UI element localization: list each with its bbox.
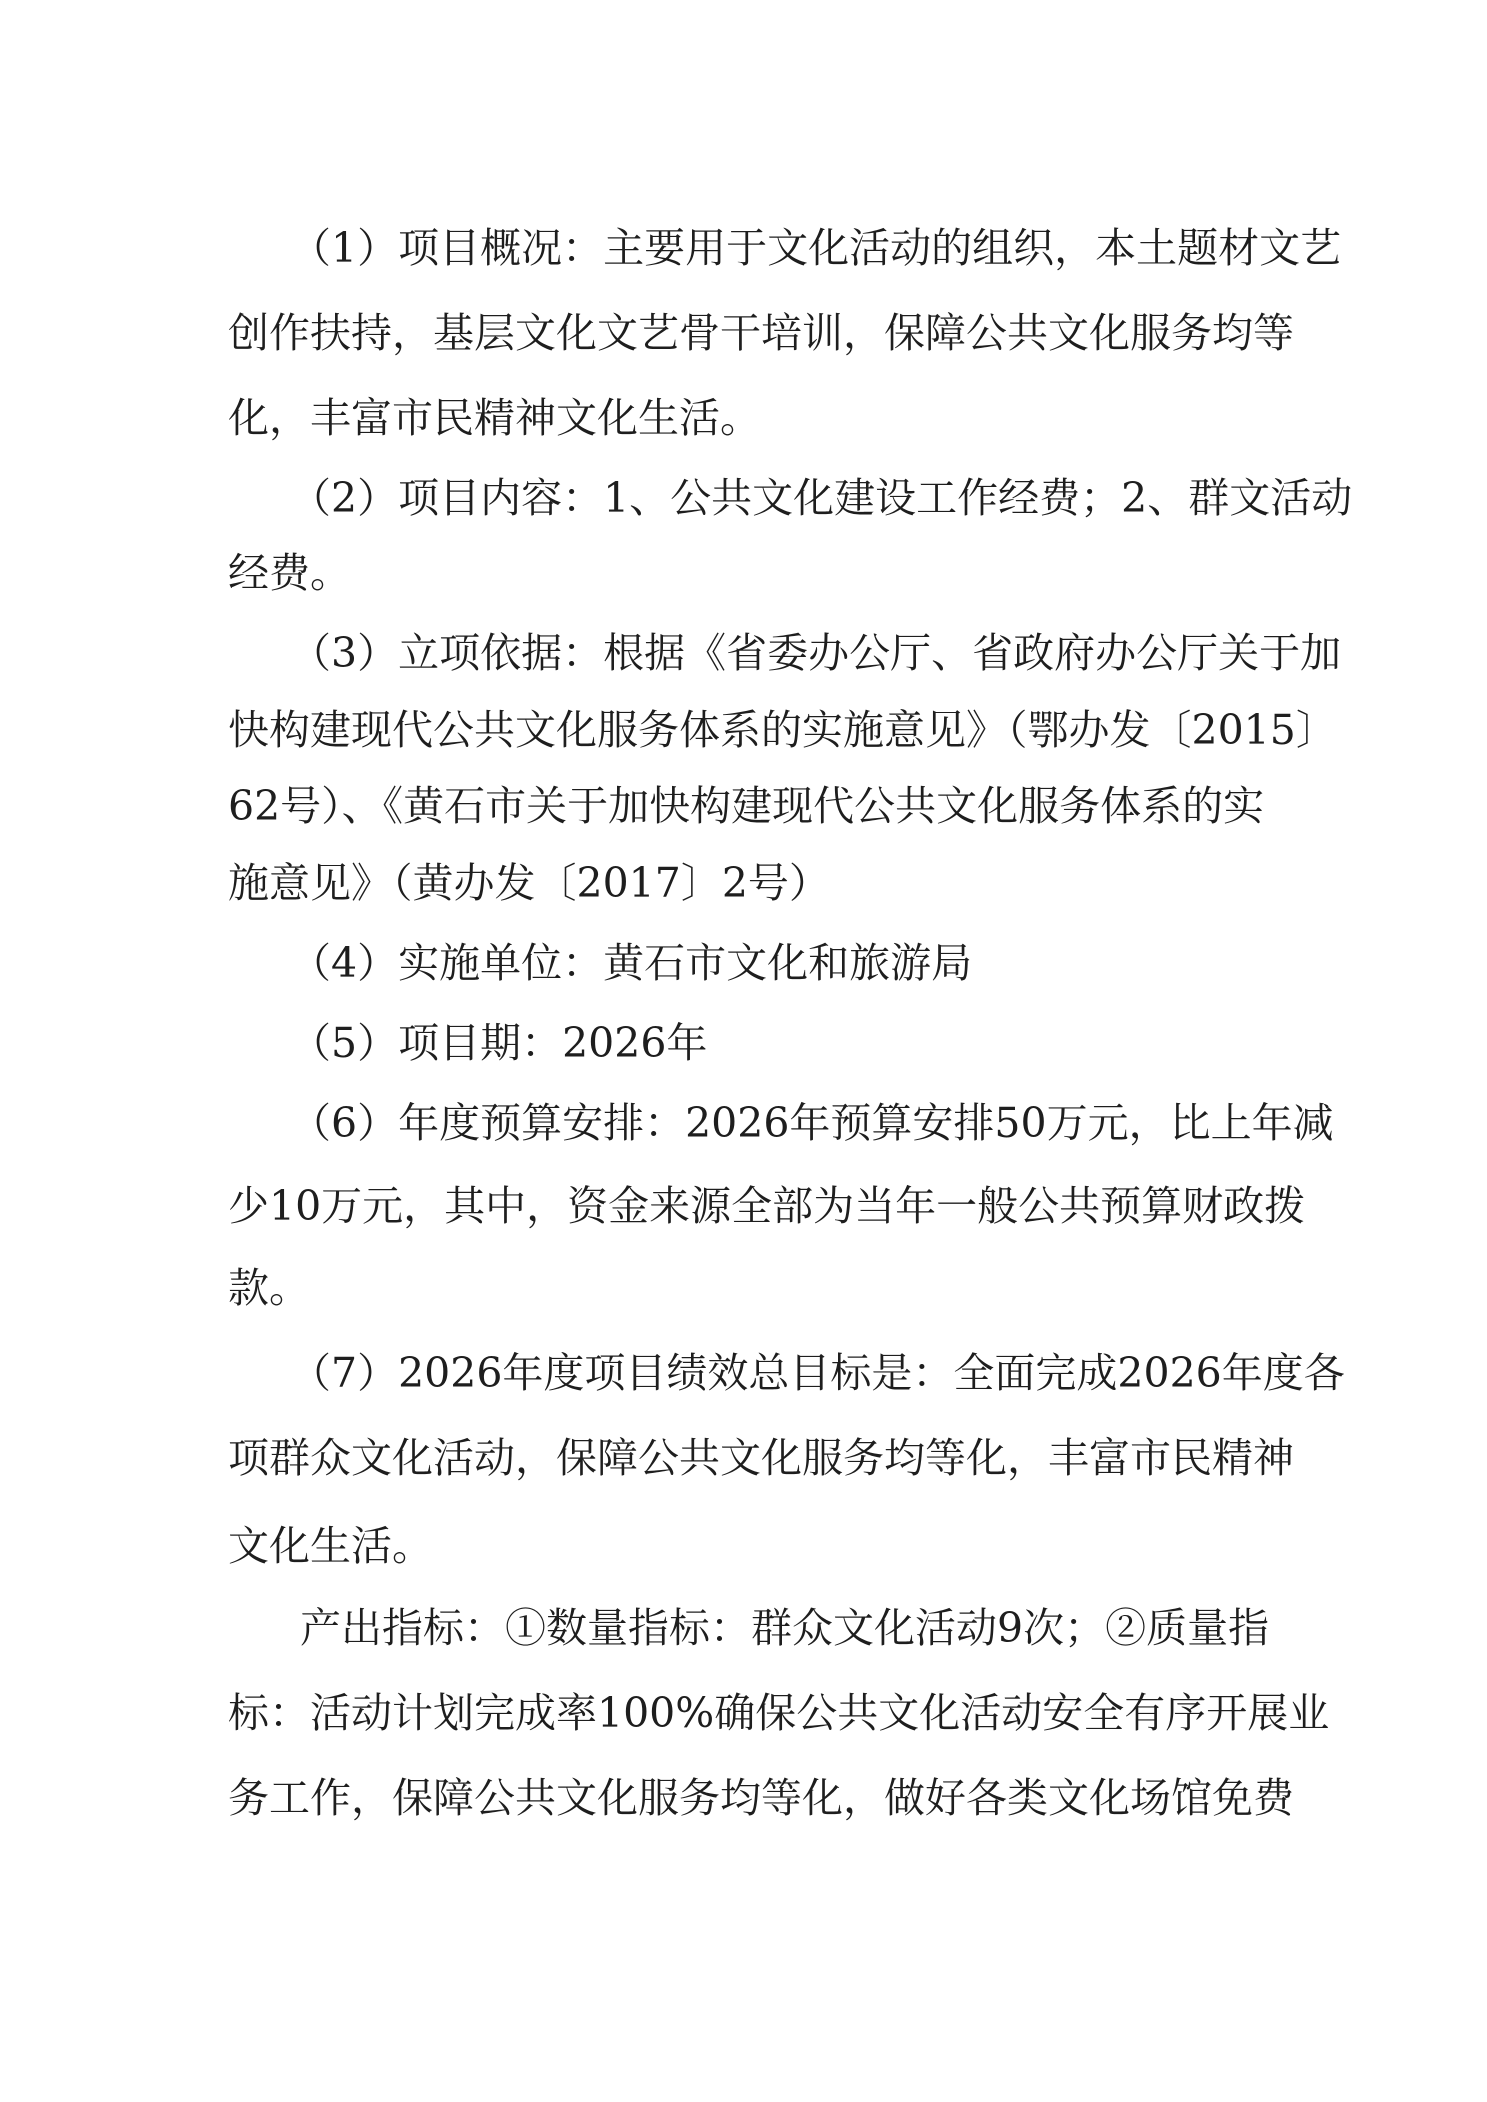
paragraph-3-line-1: （3）立项依据：根据《省委办公厅、省政府办公厅关于加: [290, 629, 1342, 677]
paragraph-6-line-2: 少10万元，其中，资金来源全部为当年一般公共预算财政拨: [228, 1182, 1306, 1230]
paragraph-4-line-1: （4）实施单位：黄石市文化和旅游局: [290, 939, 973, 987]
paragraph-3-line-2: 快构建现代公共文化服务体系的实施意见》（鄂办发〔2015〕: [228, 706, 1337, 754]
paragraph-3-line-3: 62号）、《黄石市关于加快构建现代公共文化服务体系的实: [228, 782, 1265, 830]
paragraph-5-line-1: （5）项目期：2026年: [290, 1019, 708, 1067]
paragraph-8-line-3: 务工作，保障公共文化服务均等化，做好各类文化场馆免费: [228, 1774, 1294, 1822]
paragraph-8-line-2: 标：活动计划完成率100%确保公共文化活动安全有序开展业: [228, 1689, 1330, 1737]
paragraph-8-line-1: 产出指标：①数量指标：群众文化活动9次；②质量指: [300, 1604, 1270, 1652]
paragraph-1-line-3: 化，丰富市民精神文化生活。: [228, 394, 761, 442]
paragraph-6-line-3: 款。: [228, 1264, 310, 1312]
paragraph-2-line-2: 经费。: [228, 549, 351, 597]
paragraph-1-line-2: 创作扶持，基层文化文艺骨干培训，保障公共文化服务均等: [228, 309, 1294, 357]
paragraph-3-line-4: 施意见》（黄办发〔2017〕2号）: [228, 859, 830, 907]
paragraph-7-line-1: （7）2026年度项目绩效总目标是：全面完成2026年度各: [290, 1349, 1345, 1397]
paragraph-2-line-1: （2）项目内容：1、公共文化建设工作经费；2、群文活动: [290, 474, 1353, 522]
paragraph-7-line-3: 文化生活。: [228, 1522, 433, 1570]
paragraph-7-line-2: 项群众文化活动，保障公共文化服务均等化，丰富市民精神: [228, 1434, 1294, 1482]
paragraph-6-line-1: （6）年度预算安排：2026年预算安排50万元，比上年减: [290, 1099, 1334, 1147]
paragraph-1-line-1: （1）项目概况：主要用于文化活动的组织，本土题材文艺: [290, 224, 1342, 272]
